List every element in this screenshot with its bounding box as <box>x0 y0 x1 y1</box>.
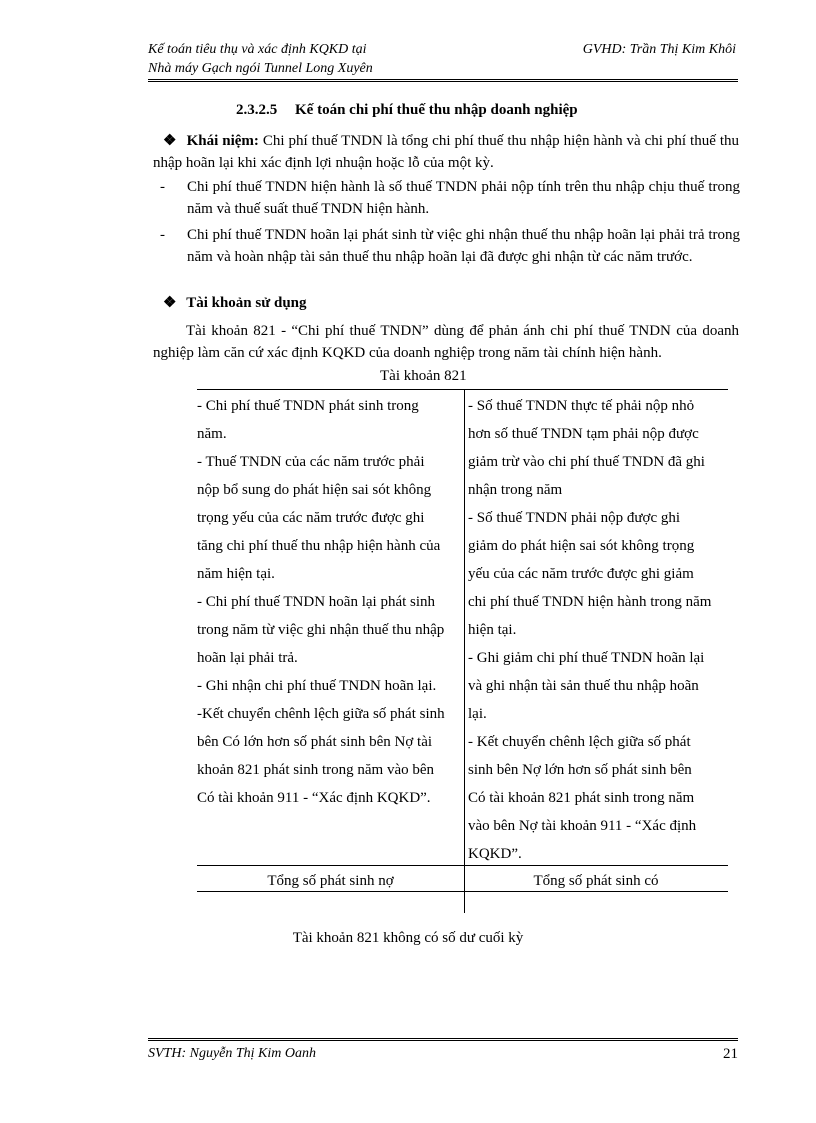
t-account-line: KQKD”. <box>468 846 522 862</box>
t-account-line: - Ghi nhận chi phí thuế TNDN hoãn lại. <box>197 678 437 694</box>
t-account-line: năm hiện tại. <box>197 566 275 582</box>
dash-marker: - <box>160 227 165 243</box>
t-account-line: - Chi phí thuế TNDN hoãn lại phát sinh <box>197 594 436 610</box>
diamond-bullet-icon: ❖ <box>163 295 177 311</box>
t-account-line: lại. <box>468 706 487 722</box>
t-account-line: giảm trừ vào chi phí thuế TNDN đã ghi <box>468 454 705 470</box>
t-account-line: khoản 821 phát sinh trong năm vào bên <box>197 762 435 778</box>
concept-paragraph <box>153 130 739 174</box>
t-account-line: chi phí thuế TNDN hiện hành trong năm <box>468 594 712 610</box>
t-account-total-top-line <box>197 865 728 866</box>
t-account-line: vào bên Nợ tài khoản 911 - “Xác định <box>468 818 697 834</box>
t-account-line: - Số thuế TNDN phải nộp được ghi <box>468 510 681 526</box>
concept-item-text: Chi phí thuế TNDN hoãn lại phát sinh từ việc ghi nhận thuế thu nhập hoãn lại phải trả trong năm và hoàn nhập tài sản thuế thu nhập hoãn lại đã được ghi nhận từ các năm trước. <box>187 227 740 265</box>
dash-marker: - <box>160 179 165 195</box>
header-title-line-1: Kế toán tiêu thụ và xác định KQKD tại <box>148 42 367 57</box>
section-number: 2.3.2.5 <box>236 102 278 118</box>
t-account-line: hơn số thuế TNDN tạm phải nộp được <box>468 426 699 442</box>
t-account-line: hoãn lại phải trả. <box>197 650 298 666</box>
page-number: 21 <box>723 1046 738 1062</box>
section-heading <box>236 102 578 119</box>
concept-item-2 <box>160 224 740 268</box>
header-divider <box>148 79 738 82</box>
t-account-line: trọng yếu của các năm trước được ghi <box>197 510 425 526</box>
credit-total-label: Tổng số phát sinh có <box>533 873 659 889</box>
header-title-line-2: Nhà máy Gạch ngói Tunnel Long Xuyên <box>148 61 373 76</box>
t-account-line: hiện tại. <box>468 622 517 638</box>
concept-item-text: Chi phí thuế TNDN hiện hành là số thuế TNDN phải nộp tính trên thu nhập chịu thuế trong năm và thuế suất thuế TNDN hiện hành. <box>187 179 740 217</box>
t-account-line: sinh bên Nợ lớn hơn số phát sinh bên <box>468 762 692 778</box>
t-account-line: -Kết chuyển chênh lệch giữa số phát sinh <box>197 706 445 722</box>
t-account-line: nộp bổ sung do phát hiện sai sót không <box>197 482 432 498</box>
running-header-left <box>148 40 373 78</box>
section-title: Kế toán chi phí thuế thu nhập doanh nghiệp <box>295 102 578 118</box>
t-account-top-line <box>197 389 728 390</box>
t-account-line: - Thuế TNDN của các năm trước phải <box>197 454 425 470</box>
t-account-line: nhận trong năm <box>468 482 563 498</box>
t-account-credit-column <box>468 392 730 868</box>
t-account-center-line <box>464 389 465 913</box>
t-account-line: giảm do phát hiện sai sót không trọng <box>468 538 695 554</box>
t-account-line: Có tài khoản 821 phát sinh trong năm <box>468 790 695 806</box>
debit-total-label: Tổng số phát sinh nợ <box>267 873 394 889</box>
concept-text: Chi phí thuế TNDN là tổng chi phí thuế thu nhập hiện hành và chi phí thuế thu nhập hoãn lại khi xác định lợi nhuận hoặc lỗ của một kỳ. <box>153 133 739 171</box>
footer-author: SVTH: Nguyễn Thị Kim Oanh <box>148 1046 316 1061</box>
account-heading-text: Tài khoản sử dụng <box>186 295 307 311</box>
t-account-line: - Kết chuyển chênh lệch giữa số phát <box>468 734 691 750</box>
t-account-line: năm. <box>197 426 227 442</box>
t-account-line: bên Có lớn hơn số phát sinh bên Nợ tài <box>197 734 433 750</box>
account-heading <box>153 292 739 314</box>
t-account-line: yếu của các năm trước được ghi giảm <box>468 566 694 582</box>
t-account-line: tăng chi phí thuế thu nhập hiện hành của <box>197 538 441 554</box>
account-intro: Tài khoản 821 - “Chi phí thuế TNDN” dùng để phản ánh chi phí thuế TNDN của doanh nghiệp làm căn cứ xác định KQKD của doanh nghiệp trong năm tài chính hiện hành. <box>153 323 739 361</box>
concept-item-1 <box>160 176 740 220</box>
concept-term: Khái niệm: <box>186 133 259 149</box>
t-account-line: - Ghi giảm chi phí thuế TNDN hoãn lại <box>468 650 705 666</box>
footer-divider <box>148 1038 738 1041</box>
t-account-line: Có tài khoản 911 - “Xác định KQKD”. <box>197 790 431 806</box>
diamond-bullet-icon: ❖ <box>163 133 177 149</box>
t-account-line: và ghi nhận tài sản thuế thu nhập hoãn <box>468 678 699 694</box>
t-account-title: Tài khoản 821 <box>380 368 467 384</box>
t-account-debit-column <box>197 392 461 812</box>
closing-note: Tài khoản 821 không có số dư cuối kỳ <box>292 930 524 946</box>
t-account-total-bottom-line <box>197 891 728 892</box>
running-header-right: GVHD: Trần Thị Kim Khôi <box>582 42 736 57</box>
t-account-line: trong năm từ việc ghi nhận thuế thu nhập <box>197 622 445 638</box>
t-account-line: - Số thuế TNDN thực tế phải nộp nhỏ <box>468 398 695 414</box>
t-account-line: - Chi phí thuế TNDN phát sinh trong <box>197 398 419 414</box>
